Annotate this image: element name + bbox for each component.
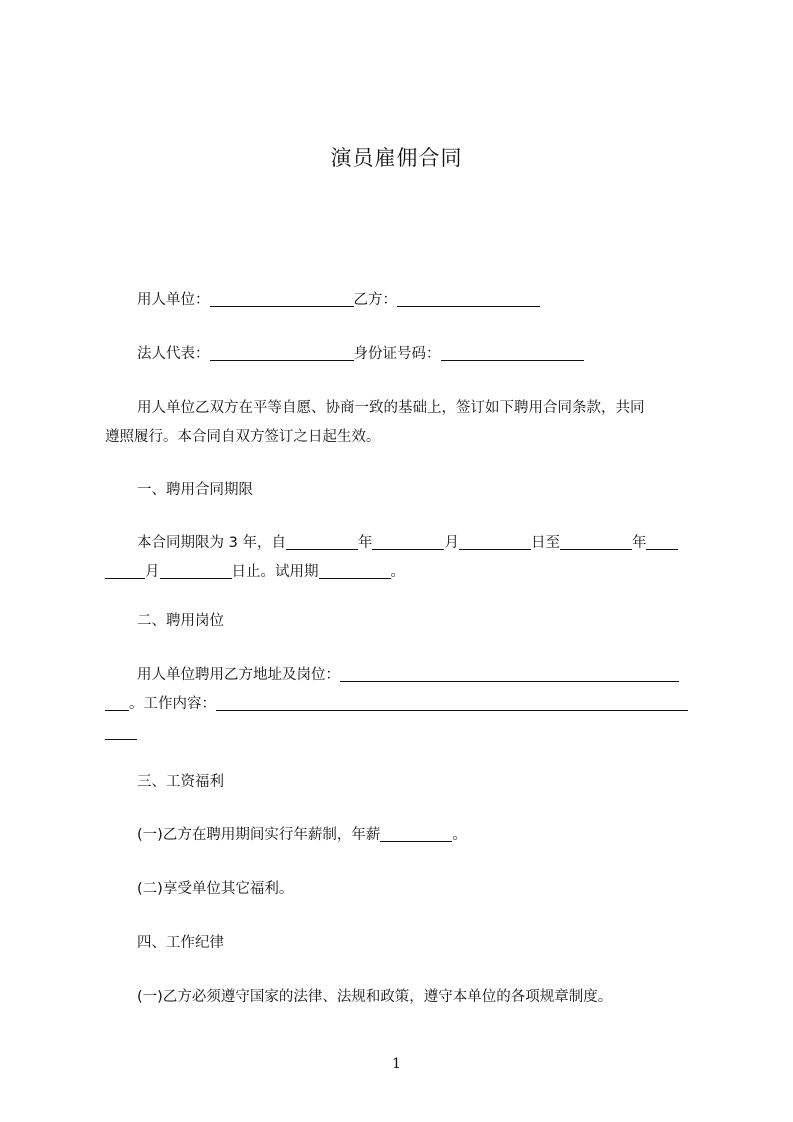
position-line-2: [105, 690, 700, 719]
salary-line: [105, 821, 732, 850]
salary-blank: [380, 825, 452, 842]
employer-label: 用人单位：: [137, 292, 210, 308]
section2-heading: 二、聘用岗位: [137, 613, 224, 629]
id-number-blank: [441, 344, 584, 361]
salary-end: 。: [452, 827, 467, 843]
position-line-1: [105, 661, 732, 690]
discipline-line: (一)乙方必须遵守国家的法律、法规和政策，遵守本单位的各项规章制度。: [137, 989, 613, 1005]
legal-rep-blank: [210, 344, 354, 361]
start-month-blank: [372, 533, 444, 550]
employer-blank: [210, 290, 354, 307]
work-content-blank-cont: [105, 723, 137, 740]
position-blank-cont: [105, 694, 129, 711]
end-month-blank-part1: [646, 533, 678, 550]
end-year-blank: [560, 533, 632, 550]
end-day-label: 日止。试用期: [231, 564, 319, 580]
benefits-line: (二)享受单位其它福利。: [137, 881, 294, 897]
section4-heading: 四、工作纪律: [137, 935, 224, 951]
end-year-label: 年: [631, 535, 647, 551]
section3-heading: 三、工资福利: [137, 774, 224, 790]
parties-line: [105, 286, 732, 315]
salary-text: (一)乙方在聘用期间实行年薪制，年薪: [137, 827, 381, 843]
work-content-blank: [216, 694, 688, 711]
term-line-2: [105, 558, 700, 587]
start-month-label: 月: [444, 535, 459, 551]
position-line-3: [105, 719, 700, 748]
work-content-label: 。工作内容：: [129, 696, 216, 712]
end-month-label: 月: [145, 564, 160, 580]
term-period: 。: [390, 564, 405, 580]
end-month-blank-part2: [105, 562, 145, 579]
representative-line: [105, 340, 732, 369]
day-to-label: 日至: [530, 535, 560, 551]
document-title: 演员雇佣合同: [330, 146, 463, 170]
position-label: 用人单位聘用乙方地址及岗位：: [137, 667, 340, 683]
intro-line-1: 用人单位乙双方在平等自愿、协商一致的基础上，签订如下聘用合同条款，共同: [137, 400, 645, 416]
page-number: 1: [392, 1056, 401, 1072]
start-day-blank: [459, 533, 531, 550]
end-day-blank: [160, 562, 232, 579]
intro-line-2: 遵照履行。本合同自双方签订之日起生效。: [105, 429, 381, 445]
probation-blank: [319, 562, 391, 579]
id-number-label: 身份证号码：: [353, 346, 441, 362]
legal-rep-label: 法人代表：: [137, 346, 210, 362]
term-line-1: [105, 529, 732, 558]
start-year-blank: [286, 533, 358, 550]
party-b-label: 乙方：: [353, 292, 397, 308]
position-blank: [340, 665, 679, 682]
start-year-label: 年: [357, 535, 373, 551]
section1-heading: 一、聘用合同期限: [137, 482, 253, 498]
party-b-blank: [397, 290, 540, 307]
term-prefix: 本合同期限为 3 年，自: [137, 535, 286, 551]
